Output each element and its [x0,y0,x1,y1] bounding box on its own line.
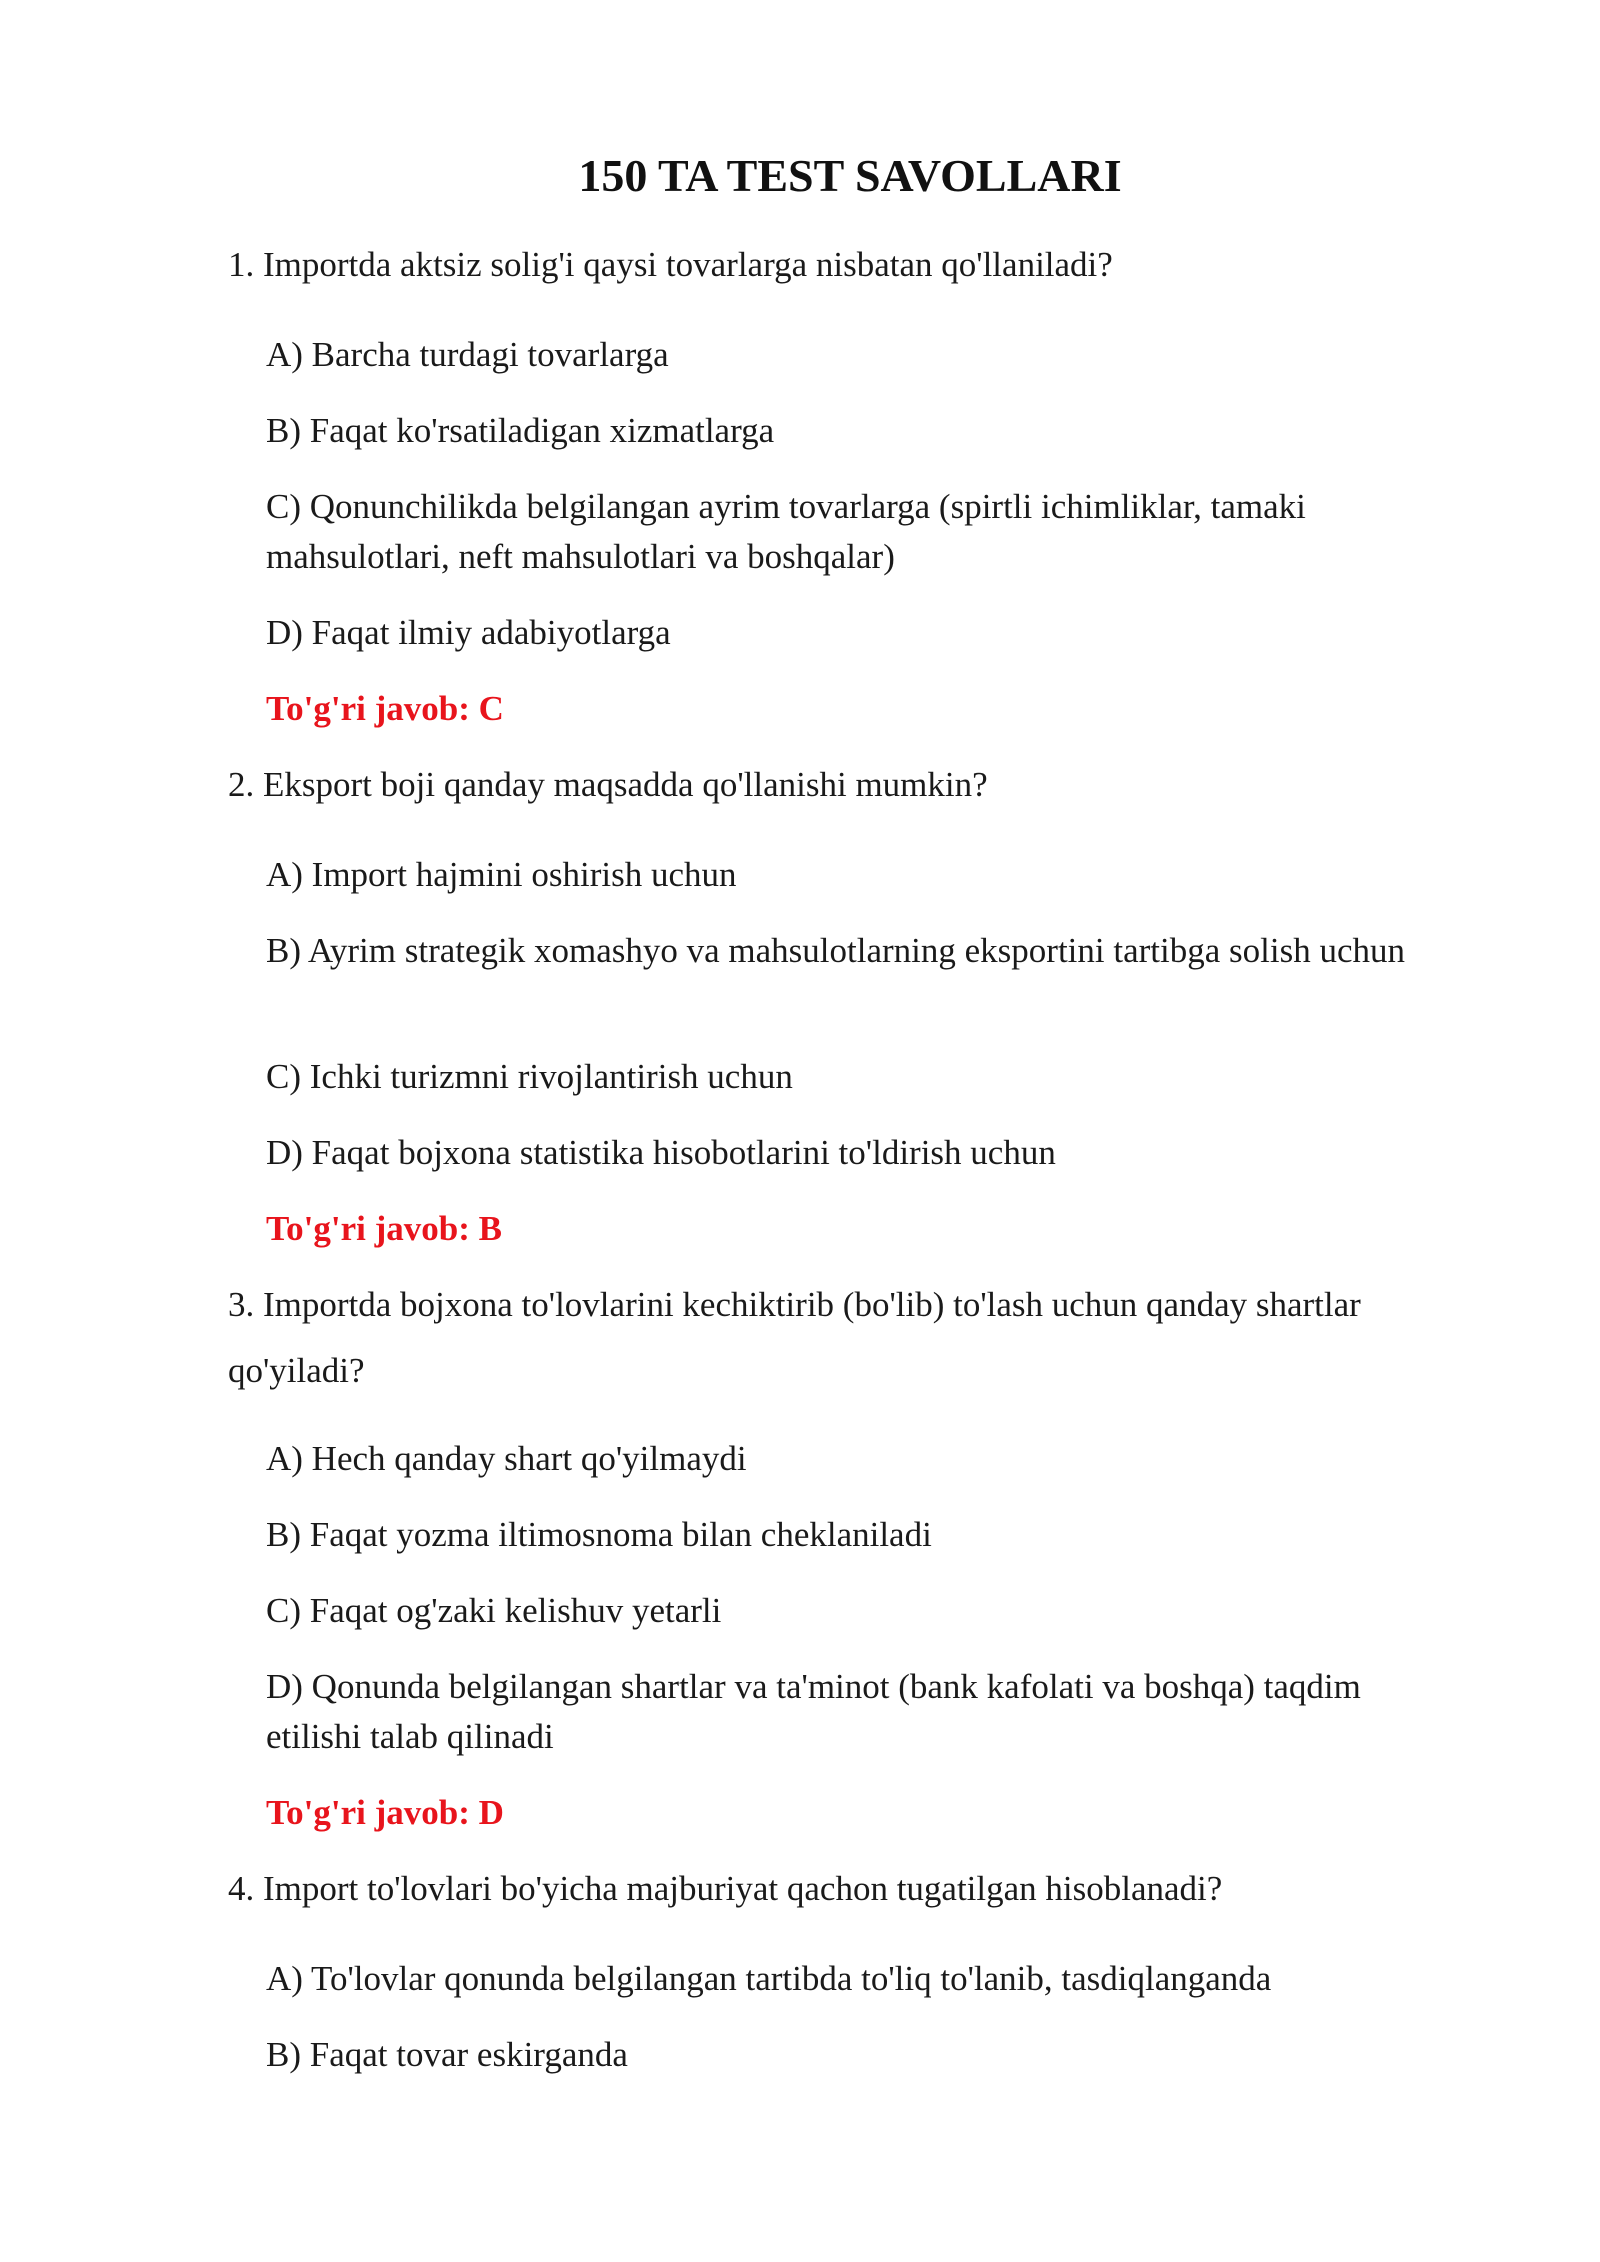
question-3-option-c: C) Faqat og'zaki kelishuv yetarli [266,1591,722,1630]
question-1-option-a: A) Barcha turdagi tovarlarga [266,335,669,374]
question-1-answer: To'g'ri javob: C [266,689,504,728]
question-3-option-b: B) Faqat yozma iltimosnoma bilan cheklaniladi [266,1515,932,1554]
question-1-option-c: C) Qonunchilikda belgilangan ayrim tovarlarga (spirtli ichimliklar, tamaki mahsulotlari, neft mahsulotlari va boshqalar) [266,487,1306,576]
question-3-answer: To'g'ri javob: D [266,1793,504,1832]
question-1-option-d: D) Faqat ilmiy adabiyotlarga [266,613,671,652]
question-3-option-a: A) Hech qanday shart qo'yilmaydi [266,1439,747,1478]
question-3: 3. Importda bojxona to'lovlarini kechiktirib (bo'lib) to'lash uchun qanday shartlar qo'yiladi? [228,1285,1361,1390]
page-title: 150 TA TEST SAVOLLARI [578,150,1122,201]
question-1: 1. Importda aktsiz solig'i qaysi tovarlarga nisbatan qo'llaniladi? [228,245,1113,284]
question-1-option-b: B) Faqat ko'rsatiladigan xizmatlarga [266,411,775,450]
question-4-option-a: A) To'lovlar qonunda belgilangan tartibda to'liq to'lanib, tasdiqlanganda [266,1959,1272,1998]
question-2-option-b: B) Ayrim strategik xomashyo va mahsulotlarning eksportini tartibga solish uchun [266,931,1405,970]
question-2-option-d: D) Faqat bojxona statistika hisobotlarini to'ldirish uchun [266,1133,1056,1172]
question-4: 4. Import to'lovlari bo'yicha majburiyat qachon tugatilgan hisoblanadi? [228,1869,1223,1908]
question-2-option-a: A) Import hajmini oshirish uchun [266,855,737,894]
question-4-option-b: B) Faqat tovar eskirganda [266,2035,628,2074]
question-3-option-d: D) Qonunda belgilangan shartlar va ta'minot (bank kafolati va boshqa) taqdim etilishi talab qilinadi [266,1667,1361,1756]
question-2-answer: To'g'ri javob: B [266,1209,502,1248]
question-2-option-c: C) Ichki turizmni rivojlantirish uchun [266,1057,793,1096]
question-2: 2. Eksport boji qanday maqsadda qo'llanishi mumkin? [228,765,988,804]
